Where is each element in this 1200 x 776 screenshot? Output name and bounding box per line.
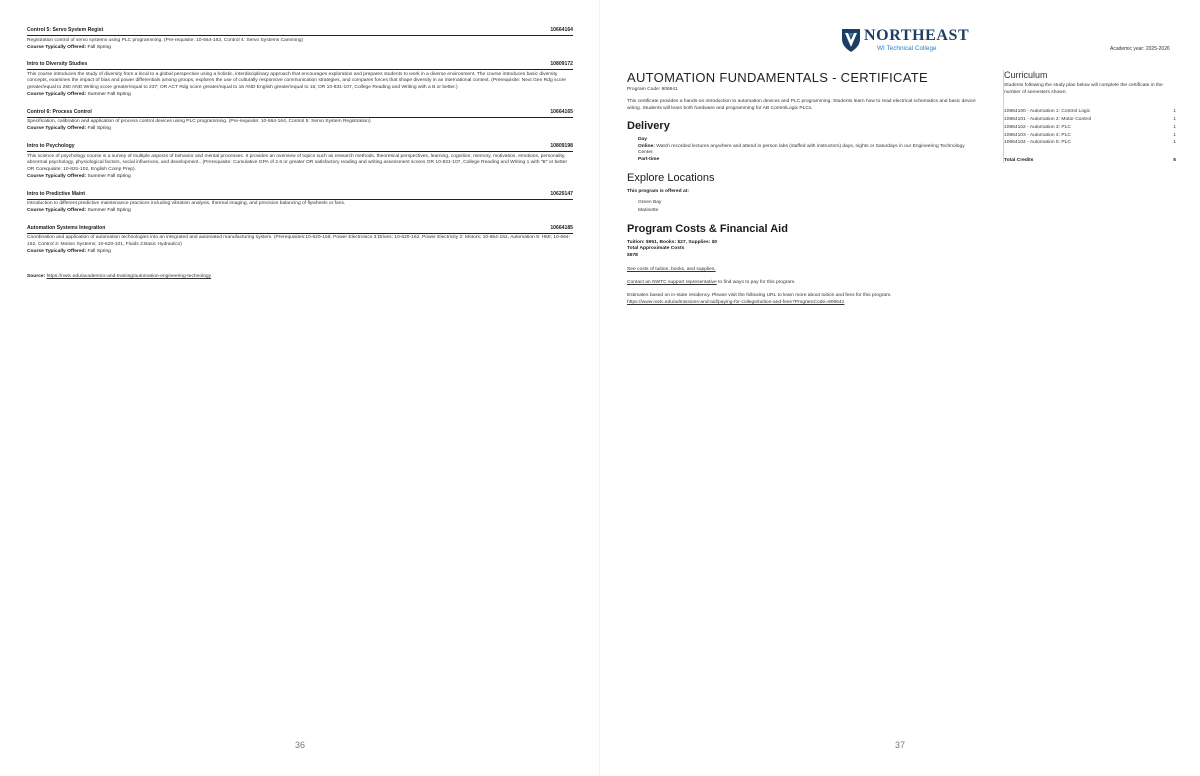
course-offered [27,249,573,256]
course-entry [27,191,573,215]
location-item: Marinette [638,207,659,213]
source-label: Source: [27,274,46,279]
curriculum-credits: 1 [1173,124,1176,130]
see-costs-link[interactable]: See costs of tuition, books, and supplies. [627,267,716,273]
location-list [627,199,977,215]
course-entry [27,143,573,180]
offered-terms: Fall Spring [87,126,111,132]
estimates-paragraph [627,293,957,306]
curriculum-credits: 1 [1173,116,1176,122]
course-offered [27,174,573,181]
contact-link[interactable]: Contact an NWTC support representative [627,280,717,286]
delivery-options [627,137,977,163]
offered-terms: Fall Spring [87,44,111,50]
source-link[interactable]: https://nwtc.edu/academics-and-training/automation-engineering-technology [46,274,212,279]
course-offered [27,126,573,133]
offered-terms: Summer Fall Spring [87,173,131,179]
total-cost-value: $978 [627,252,638,258]
program-main [627,70,977,307]
course-description: Coordination and application of automation technologies into an integrated and automated manufacturing system. (Prerequisites:10-620-159, Power Electronics 3:Drives; 10-620-162, Power Electricity 2: Motors; 10-664-152, Automation 9: HMI; 10-664-162, Control 3: Motion Systems; 10-620-101, Fluids 2:Basic Hydraulics) [27,235,571,247]
delivery-online-text: Watch recorded lectures anywhere and attend in person labs (staffed with instructors) days, nights or Saturdays in our Engineering Technology Center. [638,143,965,156]
course-header [27,109,573,118]
total-credits-row [1004,158,1176,163]
location-item: Green Bay [638,199,662,205]
course-code: 10620147 [550,190,573,197]
cost-summary [627,240,977,260]
curriculum-course: 10664101 - Automation 2: Motor Control [1004,116,1091,122]
curriculum-course: 10664100 - Automation 1: Control Logic [1004,109,1091,115]
delivery-part-time: Part-time [638,156,660,162]
curriculum-credits: 1 [1173,109,1176,115]
course-header [27,27,573,36]
program-code: Program Code: 906641 [627,87,678,92]
course-title: Intro to Predictive Maint [27,190,86,197]
offered-label: Course Typically Offered: [27,208,87,214]
logo-wordmark: NORTHEAST [864,27,970,44]
course-entry [27,225,573,256]
course-list [27,27,573,266]
locations-heading: Explore Locations [627,171,715,184]
course-code: 10809172 [550,61,573,68]
curriculum-heading: Curriculum [1004,70,1048,80]
page-number: 36 [295,740,306,750]
curriculum-credits: 1 [1173,140,1176,146]
course-description: Registration control of servo systems using PLC programming. (Pre-requisite: 10-664-163, Control 4: Servo Systems Camming) [27,37,304,43]
course-title: Intro to Diversity Studies [27,61,88,68]
curriculum-list [1004,108,1176,147]
right-page [600,0,1200,776]
offered-terms: Summer Fall Spring [87,208,131,214]
offered-label: Course Typically Offered: [27,92,87,98]
curriculum-course: 10664103 - Automation 4: PLC [1004,132,1071,138]
cost-line: Tuition: $951, Books: $27, Supplies: $0 [627,239,718,245]
see-costs-paragraph [627,267,977,272]
curriculum-row [1004,132,1176,140]
curriculum-row [1004,124,1176,132]
curriculum-course: 10664102 - Automation 3: PLC [1004,124,1071,130]
contact-paragraph [627,280,977,285]
course-code: 10664185 [550,224,573,231]
course-title: Control 5: Servo System Regist [27,27,104,33]
shield-logo-icon [841,27,861,53]
costs-heading: Program Costs & Financial Aid [627,222,788,235]
total-credits-value: 5 [1173,158,1176,164]
course-header [27,61,573,70]
offered-terms: Summer Fall Spring [87,92,131,98]
course-code: 10809198 [550,143,573,150]
curriculum-row [1004,139,1176,147]
curriculum-course: 10664104 - Automation 5: PLC [1004,140,1071,146]
course-description: This course introduces the study of diversity from a local to a global perspective using a holistic, interdisciplinary approach that encourages exploration and prepares students to work in a diverse environment. The course introduces basic diversity concepts, examines the impact of bias and power differentials among groups, explores the use of culturally responsive communication strategies, and compares forces that shape diversity in an international context. (Prerequisite: Next Gen Rdg score greater/equal to 250 AND Writing score greater/equal to 237; OR ACT Rdg score greater/equal to 16 AND English greater/equal to 15; OR 10-831-107, College Reading and Writing with a B or better.) [27,71,566,91]
course-code: 10664165 [550,108,573,115]
course-offered [27,92,573,99]
offered-at-label: This program is offered at: [627,188,689,194]
course-offered [27,208,573,215]
curriculum-row [1004,108,1176,116]
source-line [27,274,211,279]
course-description: Introduction to different predictive maintenance practices including vibration analysis, thermal imaging, and precision balancing of flywheels or fans. [27,201,346,207]
logo-subtitle: WI Technical College [877,45,937,52]
curriculum-credits: 1 [1173,132,1176,138]
course-title: Control 6: Process Control [27,108,92,115]
course-description: This science of psychology course is a survey of multiple aspects of behavior and mental processes. It provides an overview of topics such as research methods, theoretical perspectives, learning, cognition, memory, motivation, emotions, personality, abnormal psychology, physiological factors, social influences, and development.. (Prerequisite: Cumulative GPA of 2.6 or greater OR satisfactory reading and writing assessment scores OR 10-831-107, College Reading and Writing 1 with "B" or better OR Corequisite: 10-831-102, English Comp Prep). [27,153,568,172]
estimates-text: Estimates based on in-state residency. Please visit the following URL to learn more about tuition and fees for this program. [627,293,892,299]
delivery-heading: Delivery [627,120,670,133]
contact-text: to find ways to pay for this program. [716,280,796,286]
program-intro: This certificate provides a hands-on introduction to automation devices and PLC programming. Students learn how to read electrical schematics and basic device wiring. Students will learn both hardware and programming for AB ControlLogix PLCs. [627,99,976,111]
course-header [27,191,573,200]
offered-label: Course Typically Offered: [27,173,87,179]
course-entry [27,109,573,133]
total-cost-label: Total Approximate Costs [627,246,685,252]
course-entry [27,61,573,98]
course-header [27,225,573,234]
delivery-online-label: Online: [638,143,655,149]
course-title: Intro to Psychology [27,143,75,150]
course-offered [27,45,573,52]
curriculum-row [1004,116,1176,124]
offered-label: Course Typically Offered: [27,44,87,50]
course-header [27,143,573,152]
delivery-day: Day [638,137,647,143]
course-description: Specification, calibration and application of process control devices using PLC programming. (Pre-requisite: 10-664-164, Control 5: Servo System Registration) [27,119,371,125]
course-entry [27,27,573,51]
offered-label: Course Typically Offered: [27,126,87,132]
course-code: 10664164 [550,27,573,33]
page-number: 37 [895,740,906,750]
curriculum-intro: Students following the study plan below will complete the certificate in the number of semesters shown. [1004,83,1163,95]
page-title: AUTOMATION FUNDAMENTALS - CERTIFICATE [627,70,928,85]
offered-terms: Fall Spring [87,249,111,255]
curriculum-sidebar [1003,70,1176,163]
total-credits-label: Total Credits [1004,158,1034,164]
course-title: Automation Systems Integration [27,224,106,231]
offered-label: Course Typically Offered: [27,249,87,255]
college-logo [841,27,970,55]
tuition-url-link[interactable]: https://www.nwtc.edu/admissions-and-aid/paying-for-college/tuition-and-fees?ProgramCode=906641 [627,299,845,305]
academic-year: Academic year: 2025-2026 [1110,46,1170,52]
